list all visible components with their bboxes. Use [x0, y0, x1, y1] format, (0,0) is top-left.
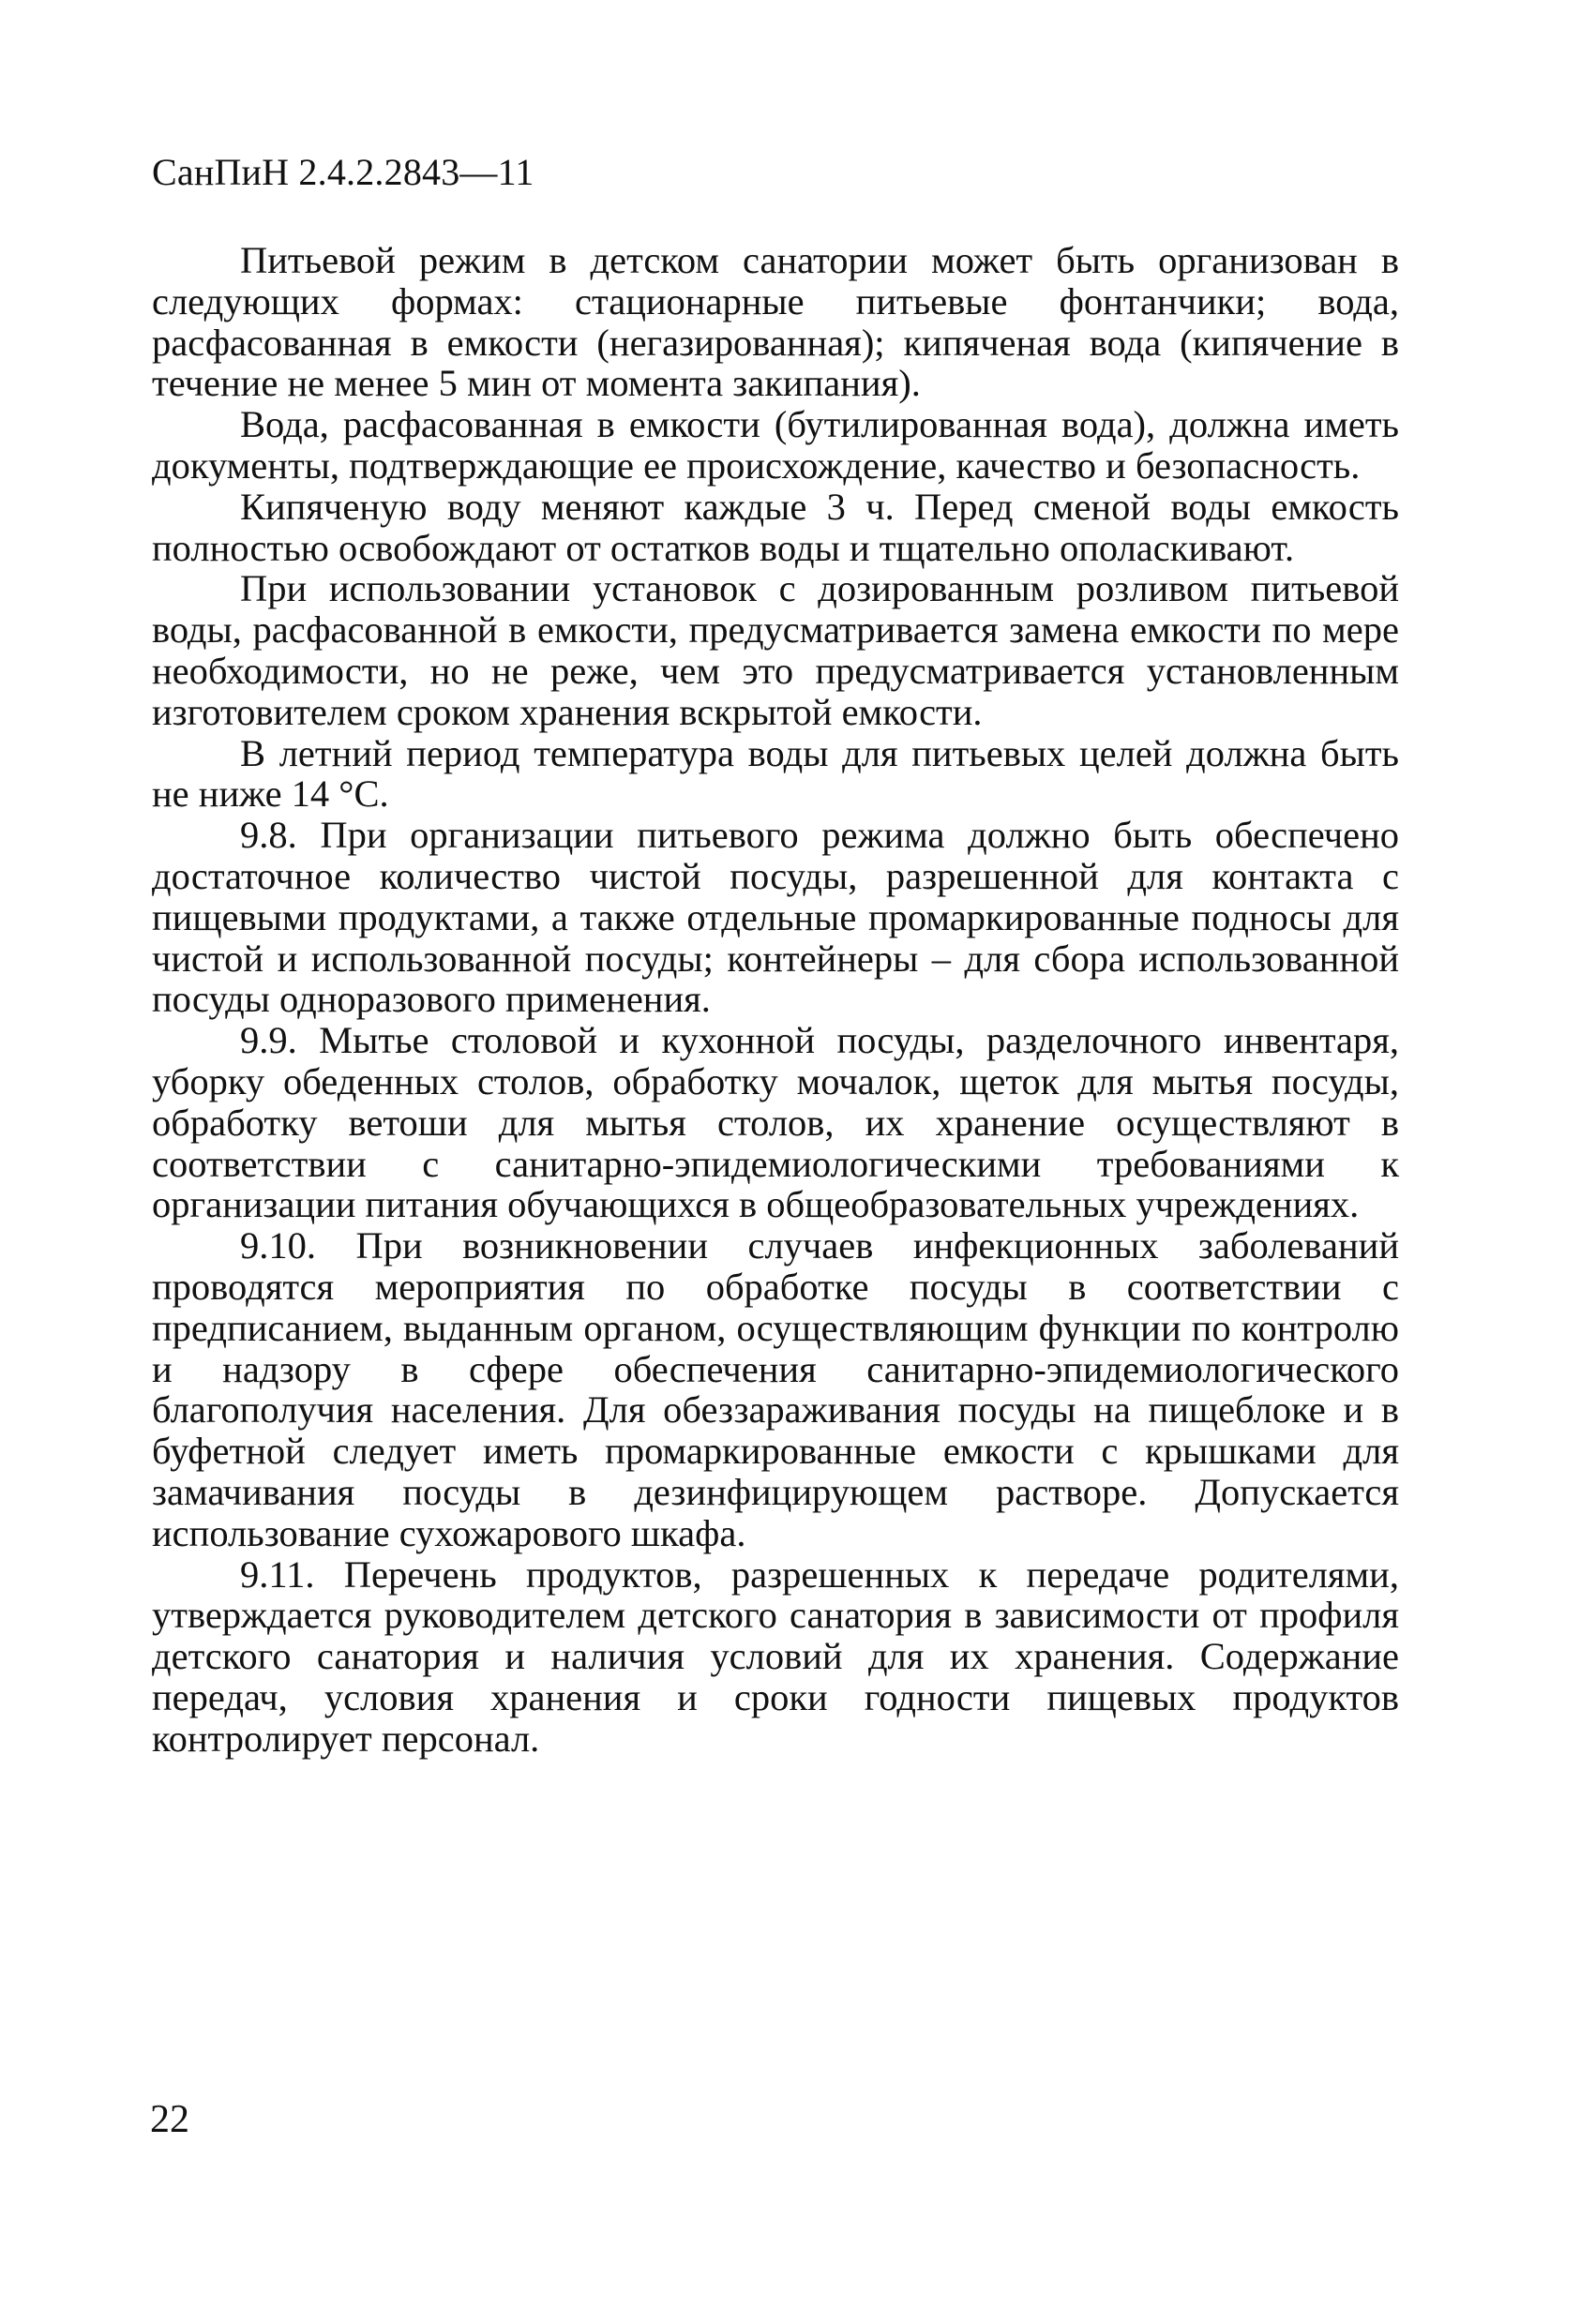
paragraph-9-9: 9.9. Мытье столовой и кухонной посуды, разделочного инвентаря, уборку обеденных столов, обработку мочалок, щеток для мытья посуды, обработку ветоши для мытья столов, их хранение осуществляют в соответствии с санитарно-эпидемиологическими требованиями к организации питания обучающихся в общеобразовательных учреждениях.: [152, 1019, 1399, 1226]
paragraph-boiled-water: Кипяченую воду меняют каждые 3 ч. Перед сменой воды емкость полностью освобождают от остатков воды и тщательно ополаскивают.: [152, 485, 1399, 569]
document-body: [152, 240, 1399, 1759]
paragraph-bottled-water: Вода, расфасованная в емкости (бутилированная вода), должна иметь документы, подтверждающие ее происхождение, качество и безопасность.: [152, 403, 1399, 487]
document-header: СанПиН 2.4.2.2843—11: [152, 151, 534, 193]
page-number: 22: [150, 2098, 189, 2141]
paragraph-drinking-regime: Питьевой режим в детском санатории может быть организован в следующих формах: стационарные питьевые фонтанчики; вода, расфасованная в емкости (негазированная); кипяченая вода (кипячение в течение не менее 5 мин от момента закипания).: [152, 239, 1399, 405]
paragraph-summer-temperature: В летний период температура воды для питьевых целей должна быть не ниже 14 °С.: [152, 731, 1399, 816]
paragraph-9-10: 9.10. При возникновении случаев инфекционных заболеваний проводятся мероприятия по обработке посуды в соответствии с предписанием, выданным органом, осуществляющим функции по контролю и надзору в сфере обеспечения санитарно-эпидемиологического благополучия населения. Для обеззараживания посуды на пищеблоке и в буфетной следует иметь промаркированные емкости с крышками для замачивания посуды в дезинфицирующем растворе. Допускается использование сухожарового шкафа.: [152, 1224, 1399, 1554]
paragraph-9-8: 9.8. При организации питьевого режима должно быть обеспечено достаточное количество чистой посуды, разрешенной для контакта с пищевыми продуктами, а также отдельные промаркированные подносы для чистой и использованной посуды; контейнеры – для сбора использованной посуды одноразового применения.: [152, 814, 1399, 1021]
paragraph-9-11: 9.11. Перечень продуктов, разрешенных к передаче родителями, утверждается руководителем детского санатория в зависимости от профиля детского санатория и наличия условий для их хранения. Содержание передач, условия хранения и сроки годности пищевых продуктов контролирует персонал.: [152, 1552, 1399, 1760]
paragraph-dispensers: При использовании установок с дозированным розливом питьевой воды, расфасованной в емкости, предусматривается замена емкости по мере необходимости, но не реже, чем это предусматривается установленным изготовителем сроком хранения вскрытой емкости.: [152, 567, 1399, 733]
